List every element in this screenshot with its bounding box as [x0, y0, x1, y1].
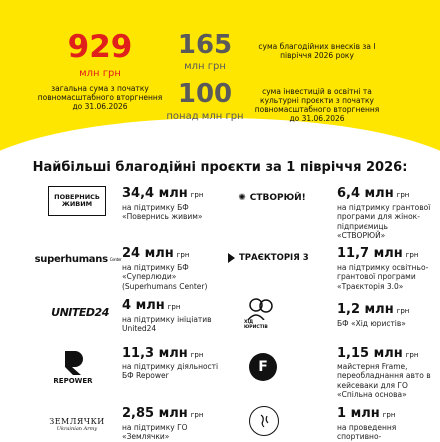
frame-logo: F [249, 353, 277, 381]
project-amount: 1,2 млн грн [337, 302, 410, 317]
traektoriia-logo: ТРАЄКТОРІЯ 3 [228, 250, 320, 266]
repower-mark-icon [62, 351, 84, 375]
project-desc: на підтримку освітньо-грантової програми «Траєкторія 3.0» [337, 263, 429, 291]
logo-text: ПОВЕРНИСЬ ЖИВИМ [54, 192, 100, 208]
total-amount: 929 [67, 29, 133, 65]
project-desc: на підтримку БФ «Суперлюди» (Superhumans Center) [122, 263, 208, 291]
globe-icon [255, 412, 273, 430]
total-unit: млн грн [79, 68, 121, 79]
repower-logo: REPOWER [50, 348, 96, 388]
united24-logo: UNITED24 [51, 305, 109, 319]
project-amount: 24 млн грн [122, 246, 190, 261]
globe-logo [249, 406, 279, 436]
h1-caption: сума благодійних внесків за І півріччя 2026 року [258, 42, 376, 60]
project-desc: на проведення спортивно- [337, 423, 397, 442]
project-desc: БФ «Хід юристів» [337, 319, 406, 328]
project-desc: на підтримку грантової програми для жінок-підприємиць «СТВОРЮЙ» [337, 203, 431, 241]
project-amount: 11,7 млн грн [337, 246, 419, 261]
project-desc: на підтримку БФ «Повернись живим» [122, 203, 203, 222]
project-amount: 6,4 млн грн [337, 186, 410, 201]
h1-amount: 165 [177, 30, 233, 60]
people-icon [246, 296, 276, 320]
invest-caption: сума інвестицій в освітні та культурні проєкти з початку повномасштабного вторгнення до 31.06.2026 [254, 87, 380, 123]
chevron-right-icon [228, 253, 235, 263]
project-desc: майстерня Frame, переобладнання авто в кейсеваки для ГО «Спільна основа» [337, 362, 431, 400]
khid-yurystiv-logo: ХІД ЮРИСТІВ [244, 294, 278, 332]
section-title: Найбільші благодійні проєкти за 1 півріччя 2026: [32, 160, 408, 175]
invest-unit: понад млн грн [166, 111, 244, 122]
project-desc: на підтримку діяльності БФ Repower [122, 362, 219, 381]
povernys-zhyvym-logo [48, 186, 106, 216]
project-amount: 1 млн грн [337, 406, 396, 421]
burst-icon: ✺ [238, 193, 246, 203]
total-caption: загальна сума з початку повномасштабного вторгнення до 31.06.2026 [37, 84, 163, 111]
project-amount: 34,4 млн грн [122, 186, 204, 201]
superhumans-logo: superhumans Center [34, 253, 122, 265]
h1-unit: млн грн [184, 61, 226, 72]
invest-amount: 100 [177, 79, 233, 109]
project-desc: на підтримку ГО «Землячки» [122, 423, 188, 442]
project-amount: 11,3 млн грн [122, 346, 204, 361]
project-amount: 2,85 млн грн [122, 406, 204, 421]
project-amount: 4 млн грн [122, 298, 181, 313]
zemliachky-logo: ЗЕМЛЯЧКИ Ukrainian Army [49, 416, 105, 432]
stvoryui-logo: ✺ СТВОРЮЙ! [238, 193, 306, 203]
project-desc: на підтримку ініціатив United24 [122, 315, 212, 334]
project-amount: 1,15 млн грн [337, 346, 419, 361]
